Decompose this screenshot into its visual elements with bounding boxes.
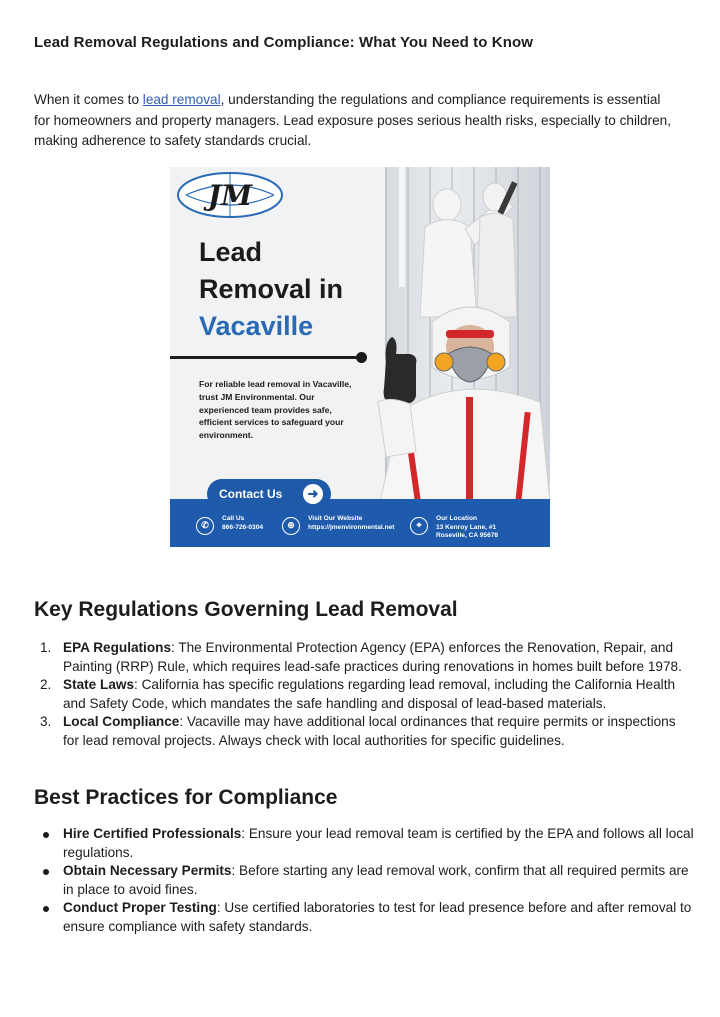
section-heading-best-practices: Best Practices for Compliance: [34, 786, 338, 809]
document-title: Lead Removal Regulations and Compliance: What You Need to Know: [34, 34, 534, 51]
call-us-label: Call Us: [222, 515, 245, 522]
intro-text-before: When it comes to: [34, 92, 143, 107]
list-number: 2.: [40, 677, 52, 692]
divider-line: [170, 356, 360, 359]
location-label: Our Location: [436, 515, 478, 522]
list-item-term: EPA Regulations: [63, 640, 172, 655]
call-us-number: 866-726-0304: [222, 523, 264, 531]
banner-headline: [199, 234, 343, 345]
location-pin-icon: ⌖: [410, 517, 428, 535]
headline-line-1: Lead: [199, 237, 263, 267]
list-number: 1.: [40, 640, 52, 655]
list-item-text: : Vacaville may have additional local ordinances that require permits or inspections for lead removal projects. Always check with local authorities for specific guidelines.: [63, 714, 676, 748]
promo-banner-image: [170, 167, 550, 547]
jm-environmental-logo: [176, 171, 284, 219]
list-item-term: State Laws: [63, 677, 135, 692]
list-item-term: Local Compliance: [63, 714, 180, 729]
list-item: [34, 676, 694, 713]
section-heading-key-regulations: Key Regulations Governing Lead Removal: [34, 598, 458, 621]
list-item-text: : Before starting any lead removal work, confirm that all required permits are in place to avoid fines.: [63, 863, 689, 897]
best-practices-list: [34, 825, 694, 936]
list-number: 3.: [40, 714, 52, 729]
location-line-2: Roseville, CA 95678: [436, 532, 499, 540]
headline-city: Vacaville: [199, 311, 314, 341]
intro-paragraph: [34, 90, 674, 152]
list-item-term: Conduct Proper Testing: [63, 900, 217, 915]
list-item: [34, 713, 694, 750]
phone-icon: ✆: [196, 517, 214, 535]
location-line-1: 13 Kenroy Lane, #1: [436, 523, 497, 531]
website-label: Visit Our Website: [308, 515, 363, 522]
intro-text-after: , understanding the regulations and compliance requirements is essential for homeowners and property managers. Lead exposure poses serious health risks, especially to children, making adherence to safety standards crucial.: [34, 92, 671, 148]
list-item: [34, 825, 694, 862]
list-item: [34, 862, 694, 899]
list-item-text: : California has specific regulations regarding lead removal, including the California Health and Safety Code, which mandates the safe handling and disposal of lead-based materials.: [63, 677, 676, 711]
list-item: [34, 899, 694, 936]
bullet-icon: [43, 906, 49, 912]
bullet-icon: [43, 869, 49, 875]
foreground-worker-illustration: [370, 292, 550, 502]
list-item-text: : Ensure your lead removal team is certified by the EPA and follows all local regulations.: [63, 826, 694, 860]
arrow-right-icon: ➜: [303, 484, 323, 504]
lead-removal-link[interactable]: lead removal: [142, 92, 221, 107]
logo-text: JM: [207, 179, 253, 212]
list-item-term: Obtain Necessary Permits: [63, 863, 232, 878]
list-item: [34, 639, 694, 676]
headline-line-2: Removal in: [199, 274, 344, 304]
list-item-term: Hire Certified Professionals: [63, 826, 242, 841]
website-url: https://jmenvironmental.net: [308, 523, 395, 531]
list-item-text: : The Environmental Protection Agency (EPA) enforces the Renovation, Repair, and Painting (RRP) Rule, which requires lead-safe practices during renovations in homes built before 1978.: [63, 640, 682, 674]
banner-blurb: For reliable lead removal in Vacaville, trust JM Environmental. Our experienced team provides safe, efficient services to safeguard your environment.: [199, 379, 352, 441]
regulations-list: [34, 639, 694, 750]
globe-icon: ⊕: [282, 517, 300, 535]
contact-us-button[interactable]: [207, 479, 331, 509]
bullet-icon: [43, 832, 49, 838]
contact-us-label: Contact Us: [219, 487, 283, 501]
list-item-text: : Use certified laboratories to test for lead presence before and after removal to ensure compliance with safety standards.: [63, 900, 692, 934]
divider-dot: [356, 352, 367, 363]
